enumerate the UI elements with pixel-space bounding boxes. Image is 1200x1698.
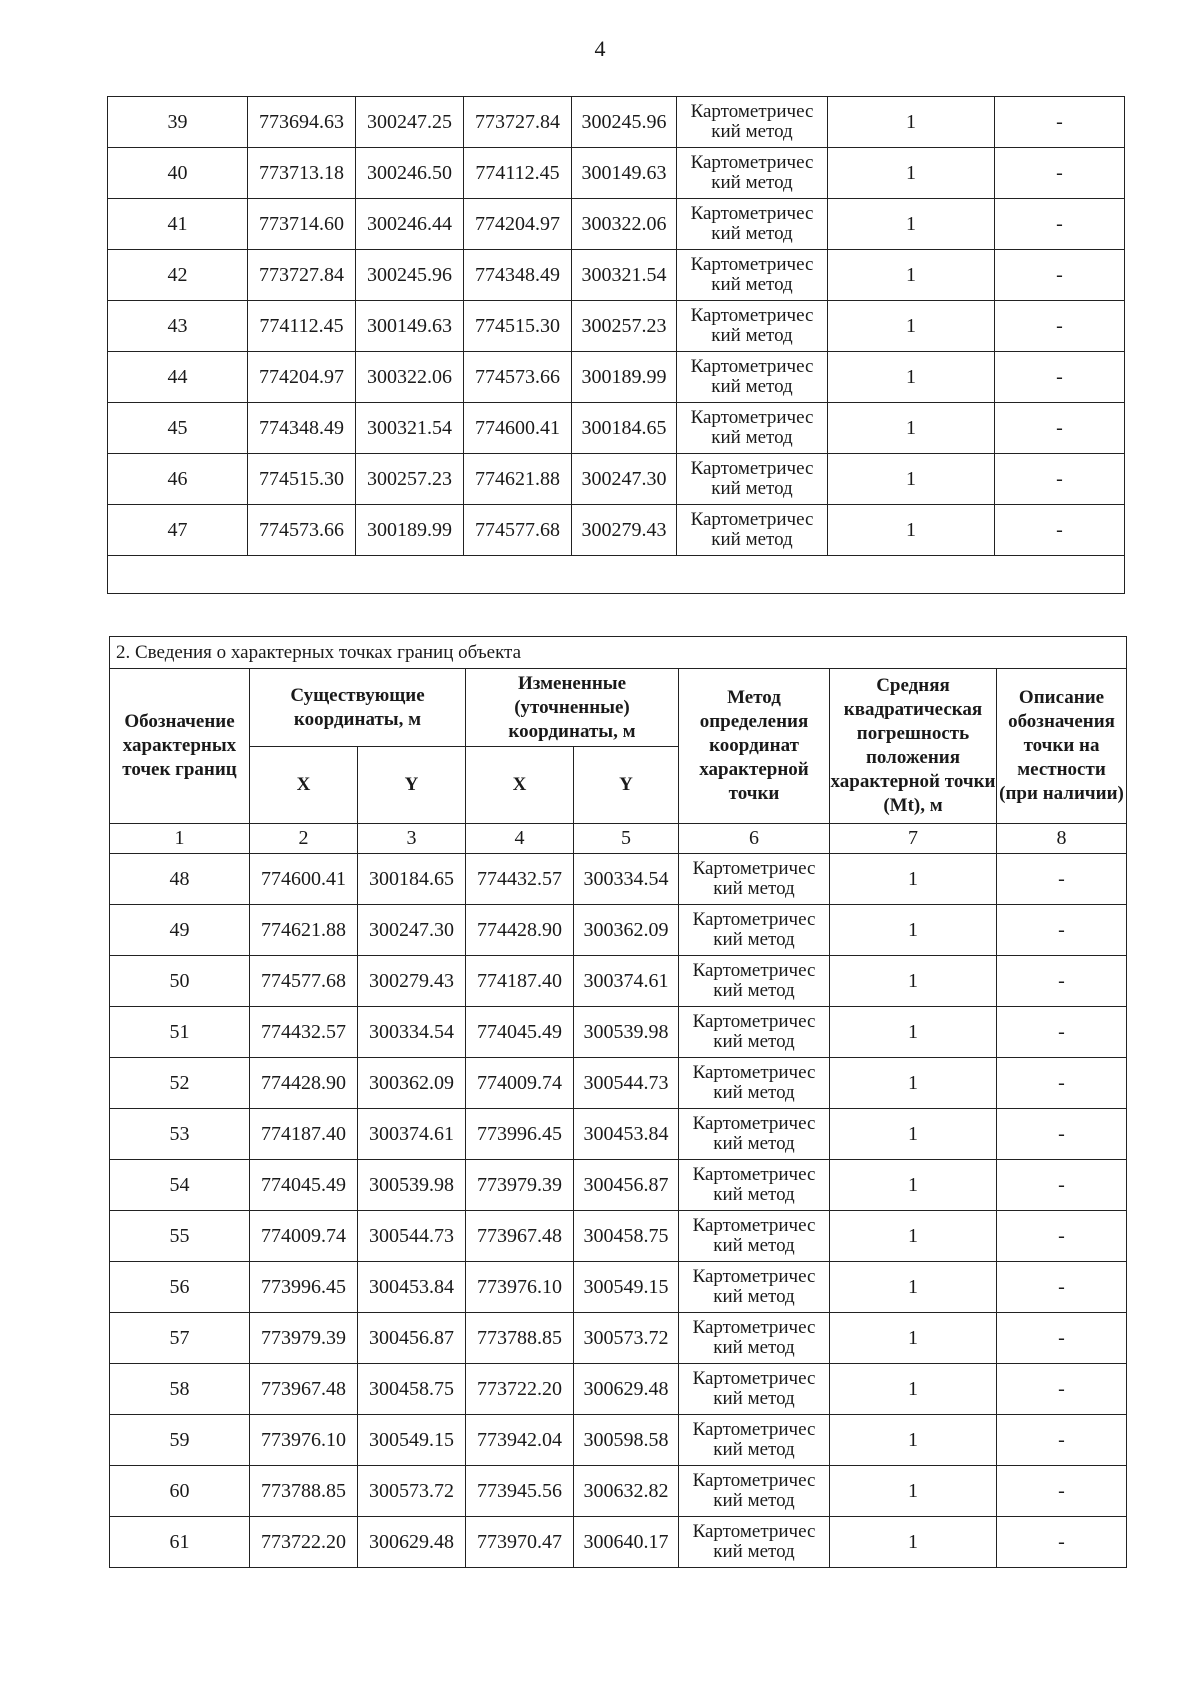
description: - [997, 1058, 1127, 1109]
changed-x: 773945.56 [466, 1466, 574, 1517]
method [677, 352, 828, 403]
description: - [995, 505, 1125, 556]
point-number: 39 [108, 97, 248, 148]
method [677, 199, 828, 250]
existing-x: 774112.45 [248, 301, 356, 352]
point-number: 44 [108, 352, 248, 403]
method-line: кий метод [711, 172, 793, 193]
changed-y: 300184.65 [572, 403, 677, 454]
method-line: Картометричес [692, 909, 816, 930]
accuracy: 1 [830, 1160, 997, 1211]
existing-y: 300458.75 [358, 1364, 466, 1415]
changed-y: 300189.99 [572, 352, 677, 403]
existing-y: 300246.50 [356, 148, 464, 199]
description: - [997, 1415, 1127, 1466]
header-method: Метод определения координат характерной точки [679, 669, 830, 824]
method-line: кий метод [711, 325, 793, 346]
method-line: кий метод [713, 1133, 795, 1154]
point-number: 56 [110, 1262, 250, 1313]
existing-x: 774621.88 [250, 905, 358, 956]
method-line: кий метод [713, 1388, 795, 1409]
method [677, 403, 828, 454]
changed-y: 300247.30 [572, 454, 677, 505]
method-line: кий метод [713, 1031, 795, 1052]
changed-x: 774577.68 [464, 505, 572, 556]
existing-x: 774600.41 [250, 854, 358, 905]
table-row [108, 301, 1125, 352]
column-number: 1 [110, 824, 250, 854]
point-number: 57 [110, 1313, 250, 1364]
method-line: кий метод [713, 1082, 795, 1103]
description: - [997, 1517, 1127, 1568]
header-row-1 [110, 669, 1127, 747]
changed-x: 773967.48 [466, 1211, 574, 1262]
existing-y: 300247.30 [358, 905, 466, 956]
method-line: кий метод [711, 223, 793, 244]
accuracy: 1 [830, 1466, 997, 1517]
method-line: Картометричес [692, 1419, 816, 1440]
method [679, 1109, 830, 1160]
empty-cell [108, 556, 1125, 594]
method-line: кий метод [713, 980, 795, 1001]
existing-x: 774009.74 [250, 1211, 358, 1262]
accuracy: 1 [828, 301, 995, 352]
method-line: Картометричес [690, 203, 814, 224]
changed-y: 300245.96 [572, 97, 677, 148]
method [677, 454, 828, 505]
accuracy: 1 [830, 956, 997, 1007]
method [679, 1364, 830, 1415]
point-number: 50 [110, 956, 250, 1007]
existing-x: 774348.49 [248, 403, 356, 454]
accuracy: 1 [830, 905, 997, 956]
changed-x: 774045.49 [466, 1007, 574, 1058]
existing-x: 774187.40 [250, 1109, 358, 1160]
existing-y: 300629.48 [358, 1517, 466, 1568]
changed-y: 300629.48 [574, 1364, 679, 1415]
existing-y: 300539.98 [358, 1160, 466, 1211]
point-number: 47 [108, 505, 248, 556]
accuracy: 1 [830, 1517, 997, 1568]
description: - [995, 403, 1125, 454]
description: - [995, 454, 1125, 505]
point-number: 59 [110, 1415, 250, 1466]
method-line: Картометричес [692, 1368, 816, 1389]
description: - [997, 1007, 1127, 1058]
table-row [110, 1160, 1127, 1211]
column-number: 8 [997, 824, 1127, 854]
method-line: кий метод [711, 478, 793, 499]
table-row [110, 1058, 1127, 1109]
method [679, 1160, 830, 1211]
point-number: 58 [110, 1364, 250, 1415]
changed-y: 300374.61 [574, 956, 679, 1007]
method-line: Картометричес [692, 1521, 816, 1542]
column-number: 5 [574, 824, 679, 854]
point-number: 55 [110, 1211, 250, 1262]
changed-x: 774515.30 [464, 301, 572, 352]
point-number: 60 [110, 1466, 250, 1517]
table-row [110, 1211, 1127, 1262]
method-line: Картометричес [690, 356, 814, 377]
accuracy: 1 [830, 1415, 997, 1466]
description: - [997, 1160, 1127, 1211]
table-row [110, 956, 1127, 1007]
boundary-points-table-continued [107, 96, 1125, 594]
method-line: Картометричес [690, 152, 814, 173]
description: - [995, 352, 1125, 403]
column-number: 2 [250, 824, 358, 854]
existing-y: 300362.09 [358, 1058, 466, 1109]
accuracy: 1 [828, 352, 995, 403]
changed-y: 300598.58 [574, 1415, 679, 1466]
existing-y: 300549.15 [358, 1415, 466, 1466]
existing-x: 774432.57 [250, 1007, 358, 1058]
header-point-designation: Обозначение характерных точек границ [110, 669, 250, 824]
method-line: Картометричес [690, 254, 814, 275]
table2-body [110, 854, 1127, 1568]
accuracy: 1 [828, 97, 995, 148]
header-description: Описание обозначения точки на местности (при наличии) [997, 669, 1127, 824]
existing-y: 300322.06 [356, 352, 464, 403]
changed-y: 300322.06 [572, 199, 677, 250]
existing-y: 300184.65 [358, 854, 466, 905]
existing-x: 774577.68 [250, 956, 358, 1007]
method-line: Картометричес [692, 1164, 816, 1185]
changed-y: 300321.54 [572, 250, 677, 301]
point-number: 51 [110, 1007, 250, 1058]
method [677, 301, 828, 352]
changed-y: 300257.23 [572, 301, 677, 352]
changed-y: 300362.09 [574, 905, 679, 956]
point-number: 61 [110, 1517, 250, 1568]
existing-x: 773722.20 [250, 1517, 358, 1568]
method [679, 956, 830, 1007]
accuracy: 1 [830, 1313, 997, 1364]
point-number: 45 [108, 403, 248, 454]
method [679, 1058, 830, 1109]
existing-x: 773788.85 [250, 1466, 358, 1517]
changed-x: 774600.41 [464, 403, 572, 454]
method-line: кий метод [713, 929, 795, 950]
point-number: 54 [110, 1160, 250, 1211]
table-row [110, 1313, 1127, 1364]
method-line: Картометричес [690, 407, 814, 428]
existing-y: 300544.73 [358, 1211, 466, 1262]
changed-x: 773788.85 [466, 1313, 574, 1364]
description: - [995, 97, 1125, 148]
method [677, 505, 828, 556]
table-row [110, 1262, 1127, 1313]
description: - [997, 1211, 1127, 1262]
existing-y: 300453.84 [358, 1262, 466, 1313]
section-title: 2. Сведения о характерных точках границ объекта [110, 637, 1127, 669]
boundary-points-table [109, 636, 1127, 1568]
description: - [997, 1466, 1127, 1517]
method [679, 1415, 830, 1466]
existing-y: 300246.44 [356, 199, 464, 250]
method [679, 1007, 830, 1058]
existing-y: 300189.99 [356, 505, 464, 556]
method-line: кий метод [713, 1184, 795, 1205]
changed-x: 774204.97 [464, 199, 572, 250]
table-row [110, 1517, 1127, 1568]
method-line: кий метод [711, 274, 793, 295]
method-line: кий метод [713, 1337, 795, 1358]
accuracy: 1 [828, 148, 995, 199]
changed-x: 773942.04 [466, 1415, 574, 1466]
method-line: Картометричес [690, 305, 814, 326]
accuracy: 1 [830, 1007, 997, 1058]
method-line: кий метод [713, 1541, 795, 1562]
existing-x: 773694.63 [248, 97, 356, 148]
existing-x: 773727.84 [248, 250, 356, 301]
method-line: Картометричес [692, 1113, 816, 1134]
existing-y: 300245.96 [356, 250, 464, 301]
table-row [108, 97, 1125, 148]
header-existing-x: X [250, 747, 358, 824]
method-line: Картометричес [690, 101, 814, 122]
method-line: Картометричес [692, 1215, 816, 1236]
changed-x: 774621.88 [464, 454, 572, 505]
point-number: 52 [110, 1058, 250, 1109]
table-row [110, 1466, 1127, 1517]
description: - [995, 250, 1125, 301]
existing-y: 300573.72 [358, 1466, 466, 1517]
description: - [997, 1262, 1127, 1313]
table-row [108, 352, 1125, 403]
changed-x: 774187.40 [466, 956, 574, 1007]
method-line: кий метод [713, 1235, 795, 1256]
changed-y: 300279.43 [572, 505, 677, 556]
existing-y: 300456.87 [358, 1313, 466, 1364]
changed-y: 300334.54 [574, 854, 679, 905]
changed-y: 300544.73 [574, 1058, 679, 1109]
method [679, 1313, 830, 1364]
accuracy: 1 [828, 250, 995, 301]
table-row [108, 199, 1125, 250]
header-changed-x: X [466, 747, 574, 824]
point-number: 48 [110, 854, 250, 905]
changed-y: 300453.84 [574, 1109, 679, 1160]
changed-x: 773722.20 [466, 1364, 574, 1415]
method-line: Картометричес [692, 1317, 816, 1338]
table1-body [108, 97, 1125, 556]
method-line: кий метод [713, 1490, 795, 1511]
existing-x: 774573.66 [248, 505, 356, 556]
existing-x: 773713.18 [248, 148, 356, 199]
point-number: 43 [108, 301, 248, 352]
existing-y: 300374.61 [358, 1109, 466, 1160]
existing-x: 774515.30 [248, 454, 356, 505]
table-row [110, 1109, 1127, 1160]
point-number: 40 [108, 148, 248, 199]
table-row [110, 905, 1127, 956]
existing-x: 773976.10 [250, 1415, 358, 1466]
existing-y: 300321.54 [356, 403, 464, 454]
method [679, 905, 830, 956]
point-number: 49 [110, 905, 250, 956]
existing-x: 773996.45 [250, 1262, 358, 1313]
method [679, 1262, 830, 1313]
point-number: 42 [108, 250, 248, 301]
method [677, 148, 828, 199]
changed-y: 300539.98 [574, 1007, 679, 1058]
existing-x: 773714.60 [248, 199, 356, 250]
accuracy: 1 [830, 1364, 997, 1415]
changed-x: 773996.45 [466, 1109, 574, 1160]
method-line: Картометричес [690, 458, 814, 479]
header-existing-coordinates: Существующие координаты, м [250, 669, 466, 747]
page-number: 4 [594, 36, 606, 61]
table-row [108, 505, 1125, 556]
table-row [108, 403, 1125, 454]
existing-x: 774428.90 [250, 1058, 358, 1109]
changed-y: 300458.75 [574, 1211, 679, 1262]
method-line: кий метод [713, 878, 795, 899]
accuracy: 1 [828, 199, 995, 250]
column-number: 7 [830, 824, 997, 854]
column-number: 3 [358, 824, 466, 854]
method-line: кий метод [711, 427, 793, 448]
point-number: 41 [108, 199, 248, 250]
table-row [108, 250, 1125, 301]
method [679, 1466, 830, 1517]
accuracy: 1 [828, 454, 995, 505]
changed-x: 774432.57 [466, 854, 574, 905]
header-changed-coordinates: Измененные (уточненные) координаты, м [466, 669, 679, 747]
method-line: кий метод [711, 376, 793, 397]
table-row [108, 148, 1125, 199]
accuracy: 1 [828, 505, 995, 556]
existing-x: 773967.48 [250, 1364, 358, 1415]
accuracy: 1 [830, 1211, 997, 1262]
empty-row [108, 556, 1125, 594]
method-line: Картометричес [692, 960, 816, 981]
method-line: Картометричес [692, 1266, 816, 1287]
method-line: Картометричес [692, 1470, 816, 1491]
existing-y: 300257.23 [356, 454, 464, 505]
existing-x: 773979.39 [250, 1313, 358, 1364]
method [677, 250, 828, 301]
table-row [110, 1007, 1127, 1058]
section-title-row [110, 637, 1127, 669]
header-accuracy: Средняя квадратическая погрешность положения характерной точки (Mt), м [830, 669, 997, 824]
accuracy: 1 [830, 1058, 997, 1109]
method-line: Картометричес [692, 1062, 816, 1083]
changed-y: 300549.15 [574, 1262, 679, 1313]
accuracy: 1 [830, 1109, 997, 1160]
method [679, 1211, 830, 1262]
method [677, 97, 828, 148]
changed-x: 774009.74 [466, 1058, 574, 1109]
accuracy: 1 [830, 1262, 997, 1313]
changed-x: 773979.39 [466, 1160, 574, 1211]
description: - [997, 854, 1127, 905]
existing-x: 774204.97 [248, 352, 356, 403]
existing-y: 300334.54 [358, 1007, 466, 1058]
column-numbers-row [110, 824, 1127, 854]
changed-x: 774112.45 [464, 148, 572, 199]
description: - [997, 1364, 1127, 1415]
description: - [997, 905, 1127, 956]
method [679, 854, 830, 905]
changed-x: 773727.84 [464, 97, 572, 148]
description: - [997, 1109, 1127, 1160]
description: - [995, 148, 1125, 199]
changed-y: 300149.63 [572, 148, 677, 199]
changed-x: 774428.90 [466, 905, 574, 956]
point-number: 46 [108, 454, 248, 505]
description: - [995, 199, 1125, 250]
column-number: 6 [679, 824, 830, 854]
method-line: кий метод [711, 529, 793, 550]
accuracy: 1 [830, 854, 997, 905]
changed-y: 300573.72 [574, 1313, 679, 1364]
table-row [110, 1364, 1127, 1415]
existing-y: 300247.25 [356, 97, 464, 148]
changed-y: 300456.87 [574, 1160, 679, 1211]
table-row [110, 1415, 1127, 1466]
changed-y: 300632.82 [574, 1466, 679, 1517]
existing-x: 774045.49 [250, 1160, 358, 1211]
existing-y: 300149.63 [356, 301, 464, 352]
table-row [108, 454, 1125, 505]
description: - [995, 301, 1125, 352]
method [679, 1517, 830, 1568]
description: - [997, 956, 1127, 1007]
method-line: кий метод [713, 1286, 795, 1307]
existing-y: 300279.43 [358, 956, 466, 1007]
method-line: Картометричес [690, 509, 814, 530]
table-row [110, 854, 1127, 905]
header-existing-y: Y [358, 747, 466, 824]
changed-x: 774348.49 [464, 250, 572, 301]
changed-x: 774573.66 [464, 352, 572, 403]
method-line: кий метод [713, 1439, 795, 1460]
changed-x: 773970.47 [466, 1517, 574, 1568]
description: - [997, 1313, 1127, 1364]
changed-x: 773976.10 [466, 1262, 574, 1313]
accuracy: 1 [828, 403, 995, 454]
method-line: Картометричес [692, 858, 816, 879]
column-number: 4 [466, 824, 574, 854]
method-line: Картометричес [692, 1011, 816, 1032]
method-line: кий метод [711, 121, 793, 142]
changed-y: 300640.17 [574, 1517, 679, 1568]
header-changed-y: Y [574, 747, 679, 824]
point-number: 53 [110, 1109, 250, 1160]
